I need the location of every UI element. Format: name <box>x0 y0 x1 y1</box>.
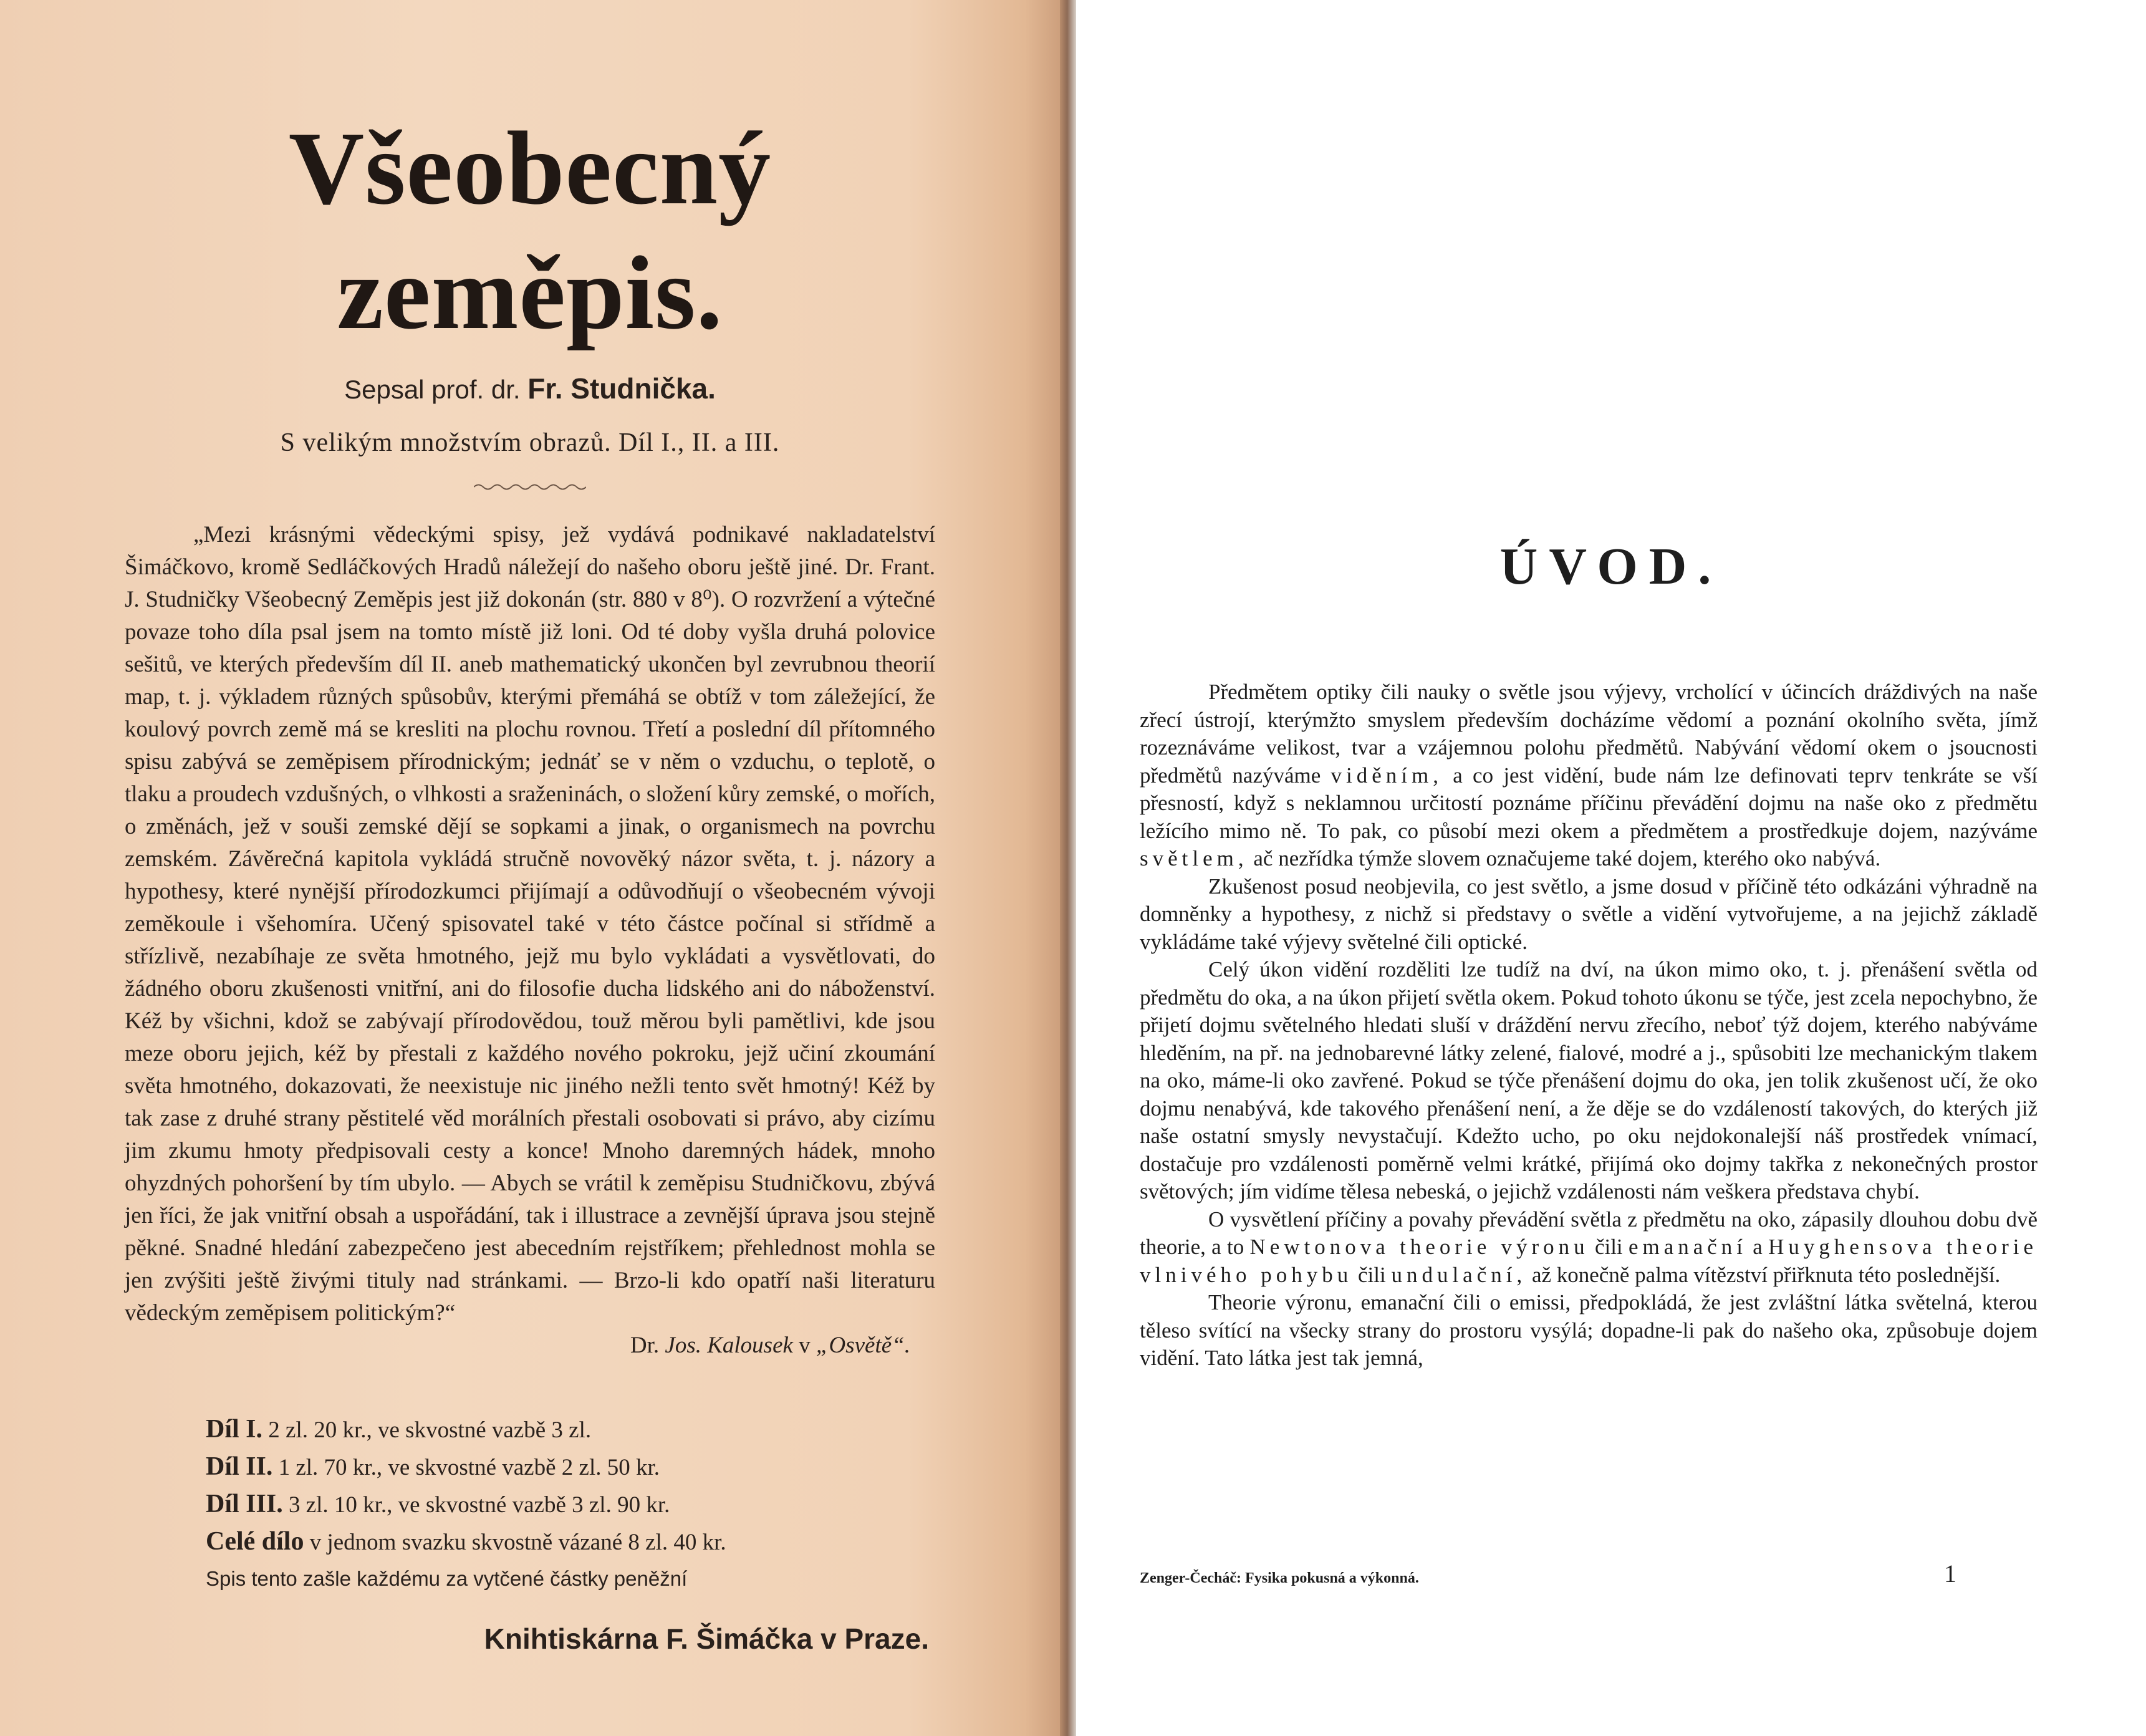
text-run: a <box>1753 1235 1763 1259</box>
price-text: 1 zl. 70 kr., ve skvostné vazbě 2 zl. 50 kr. <box>278 1455 660 1480</box>
spaced-term: viděním, <box>1330 763 1443 788</box>
price-label: Celé dílo <box>206 1527 304 1556</box>
right-page-introduction <box>1076 0 2146 1736</box>
price-list <box>125 1411 935 1597</box>
price-row <box>206 1486 935 1523</box>
text-run: ač nezřídka týmže slovem označujeme také dojem, kterého oko nabývá. <box>1253 846 1881 870</box>
page-number: 1 <box>1944 1560 1956 1588</box>
publisher-line: Knihtiskárna F. Šimáčka v Praze. <box>484 1623 929 1655</box>
spaced-term: Newtonova theorie výronu <box>1249 1235 1589 1259</box>
paragraph-5: Theorie výronu, emanační čili o emissi, předpokládá, že jest zvláštní látka světelná, kterou těleso svítící na všecky strany do prostoru vysýlá; dopadne-li pak do našeho oka, způsobuje dojem vidění. Tato látka jest tak jemná, <box>1140 1290 2038 1370</box>
chapter-title: ÚVOD. <box>1499 538 1723 596</box>
paragraph-3: Celý úkon vidění rozděliti lze tudíž na dví, na úkon mimo oko, t. j. přenášení světla od předmětu do oka, a na úkon přijetí světla okem. Pokud tohoto úkonu se týče, jest zcela nepochybno, že přijetí dojmu světelného hledati sluší v dráždění nervu zřecího, neboť týž dojem, kterého nabýváme hleděním, na př. na jednobarevné látky zelené, fialové, modré a j., spůsobiti lze mechanickým tlakem na oko, máme-li oko zavřené. Pokud se týče přenášení dojmu do oka, jen tolik zkušenost učí, že oko dojmu nenabývá, kde takového přenášení není, a že děje se do vzdáleností takových, do kterých již naše ostatní smysly nevystačují. Kdežto ucho, po oku nejdokonalejší náš prostředek vnímací, dostačuje pro vzdálenosti poměrně velmi krátké, přijímá oko dojmy takřka z nekonečných prostor světových; jím vidíme tělesa nebeská, o jejichž vzdálenosti nám veškera představa chybí. <box>1140 957 2038 1203</box>
library-stamp-mark <box>287 25 449 94</box>
signature-connector: v <box>799 1333 811 1358</box>
ad-author-line <box>125 372 935 405</box>
price-row <box>206 1523 935 1561</box>
spaced-term: emanační <box>1628 1235 1748 1259</box>
price-label: Díl III. <box>206 1490 283 1518</box>
spaced-term: světlem, <box>1140 846 1248 870</box>
price-text: 3 zl. 10 kr., ve skvostné vazbě 3 zl. 90 kr. <box>288 1492 670 1518</box>
price-row <box>206 1449 935 1486</box>
body-text <box>1140 678 2038 1372</box>
ad-title: Všeobecný zeměpis. <box>288 110 772 351</box>
text-run: a co jest vidění, bude nám lze definovati teprv tenkráte se vší přesností, když s neklamnou určitostí poznáme příčinu převádění dojmu na naše oko z předmětu ležícího mimo ně. To pak, co působí mezi okem a předmětem a prostředkuje dojem, nazýváme <box>1140 763 2038 843</box>
spaced-term: undulační, <box>1391 1262 1527 1287</box>
signature-source: „Osvětě“. <box>816 1333 910 1358</box>
review-paragraph: „Mezi krásnými vědeckými spisy, jež vydává podnikavé nakladatelství Šimáčkovo, kromě Sedláčkových Hradů náležejí do našeho oboru ještě jiné. Dr. Frant. J. Studničky Všeobecný Zeměpis jest již dokonán (str. 880 v 8⁰). O rozvržení a výtečné povaze toho díla psal jsem na tomto místě již loni. Od té doby vyšla druhá polovice sešitů, ve kterých především díl II. aneb mathematický ukončen byl zevrubnou theorií map, t. j. výkladem různých spůsobův, kterými přemáhá se obtíž v tom záležející, že koulový povrch země má se kresliti na plochu rovnou. Třetí a poslední díl přítomného spisu zabývá se zeměpisem přírodnickým; jednáť se v něm o vzduchu, o teplotě, o tlaku a proudech vzdušných, o vlhkosti a sraženinách, o složení kůry zemské, o mořích, o změnách, jež v souši zemské dějí se sopkami a jinak, o organismech na povrchu zemském. Závěrečná kapitola vykládá stručně novověký názor světa, t. j. názory a hypothesy, které nynější přírodozkumci přijímají a odůvodňují o všeobecném vývoji zeměkoule i všehomíra. Učený spisovatel také v této částce počínal si střídmě a střízlivě, nezabíhaje ze světa hmotného, jejž mu bylo vykládati a vysvětlovati, do žádného oboru zkušenosti vnitřní, ani do filosofie ducha lidského ani do náboženství. Kéž by všichni, kdož se zabývají přírodovědou, touž měrou byli pamětlivi, kde jsou meze oboru jejich, kéž by přestali z každého nového pokroku, jejž učiní zkoumání světa hmotného, dokazovati, že neexistuje nic jiného nežli tento svět hmotný! Kéž by tak zase z druhé strany pěstitelé věd morálních přestali osobovati si právo, aby cizímu jim zkumu hmoty předpisovali cesty a konce! Mnoho daremných hádek, mnoho ohyzdných pohoršení by tím ubylo. — Abych se vrátil k zeměpisu Studničkovu, zbývá jen říci, že jak vnitřní obsah a uspořádání, tak i illustrace a zevnější úprava jsou stejně pěkné. Snadné hledání zabezpečeno jest abecedním rejstříkem; přehlednost mohla se jen zvýšiti ještě živými tituly nad stránkami. — Brzo-li kdo opatří naši literaturu vědeckým zeměpisem politickým?“ <box>125 522 935 1326</box>
text-run: O vysvětlení příčiny a povahy převádění světla z předmětu na oko, zápasily dlouhou dobu dvě theorie, a to <box>1140 1207 2038 1259</box>
wavy-divider-ornament <box>474 483 586 491</box>
introduction-text <box>1140 678 2038 1372</box>
review-signature <box>125 1332 935 1359</box>
price-row <box>206 1411 935 1449</box>
paragraph-1 <box>1140 678 2038 873</box>
author-name: Fr. Studnička. <box>527 372 716 405</box>
text-run: čili <box>1594 1235 1623 1259</box>
price-label: Díl I. <box>206 1415 263 1444</box>
signature-name: Jos. Kalousek <box>665 1333 793 1358</box>
paragraph-2: Zkušenost posud neobjevila, co jest světlo, a jsme dosud v příčině této odkázáni výhradně na domněnky a hypothesy, z nichž si představy o světle a vidění vytvořujeme, a na jejichž základě vykládáme také výjevy světelné čili optické. <box>1140 874 2038 954</box>
text-run: čili <box>1357 1262 1386 1287</box>
left-page-advertisement <box>0 0 1067 1736</box>
price-text: v jednom svazku skvostně vázané 8 zl. 40 kr. <box>309 1530 726 1555</box>
spaced-term: Huyghensova theorie vlnivého pohybu <box>1140 1235 2038 1287</box>
price-note: Spis tento zašle každému za vytčené částky peněžní <box>206 1567 688 1590</box>
ad-subtitle: S velikým množstvím obrazů. Díl I., II. a III. <box>280 428 780 457</box>
running-footer: Zenger-Čecháč: Fysika pokusná a výkonná. <box>1140 1570 1419 1586</box>
paragraph-4 <box>1140 1206 2038 1290</box>
review-quote <box>125 519 935 1329</box>
price-label: Díl II. <box>206 1452 273 1481</box>
text-run: Předmětem optiky čili nauky o světle jsou výjevy, vrcholící v účincích dráždivých na naše zřecí ústrojí, kterýmžto smyslem především docházíme vědomí a poznání okolního světa, jímž rozeznáváme velikost, tvar a vzájemnou polohu předmětů. Nabývání vědomí okem o jsoucnosti předmětů nazýváme <box>1140 680 2038 788</box>
signature-prefix: Dr. <box>630 1333 660 1358</box>
advertisement-content <box>125 106 935 1656</box>
price-text: 2 zl. 20 kr., ve skvostné vazbě 3 zl. <box>268 1417 592 1443</box>
text-run: až konečně palma vítězství přiřknuta této poslednější. <box>1531 1262 2001 1287</box>
author-prefix: Sepsal prof. dr. <box>344 375 521 404</box>
book-gutter <box>1060 0 1076 1736</box>
